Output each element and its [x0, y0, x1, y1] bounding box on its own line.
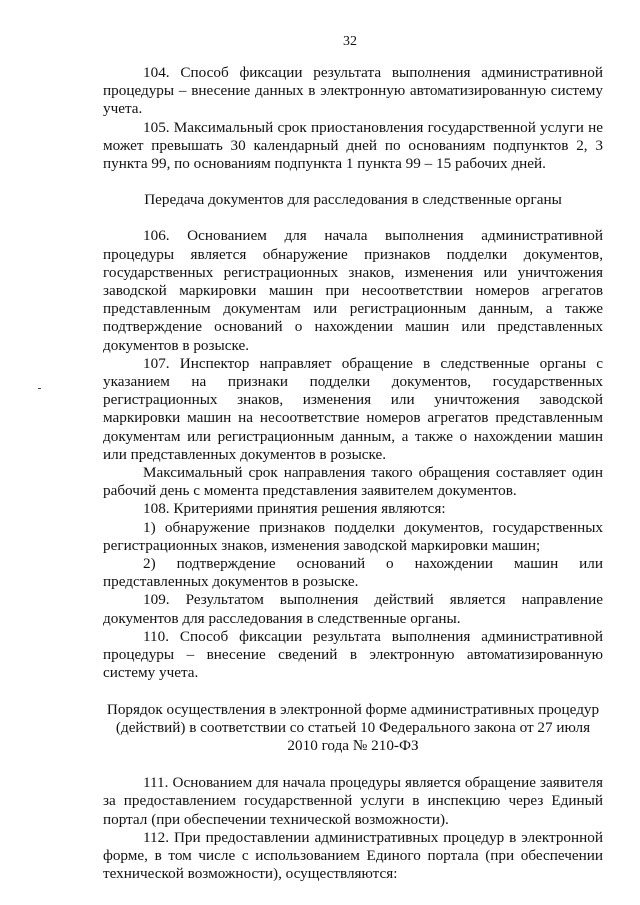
section-heading-electronic: Порядок осуществления в электронной форме административных процедур (действий) в соответствии со статьей 10 Федерального закона от 27 июля 2010 года № 210-ФЗ [106, 700, 600, 754]
section-heading-investigation: Передача документов для расследования в следственные органы [144, 191, 562, 209]
paragraph-111: 111. Основанием для начала процедуры является обращение заявителя за предоставлением государственной услуги в инспекцию через Единый портал (при обеспечении технической возможности). [103, 774, 603, 828]
paragraph-max-term: Максимальный срок направления такого обращения составляет один рабочий день с момента представления заявителем документов. [103, 464, 603, 500]
paragraph-104: 104. Способ фиксации результата выполнения административной процедуры – внесение данных в электронную автоматизированную систему учета. [103, 64, 603, 118]
paragraph-108: 108. Критериями принятия решения являются: [143, 500, 446, 518]
criterion-1: 1) обнаружение признаков подделки документов, государственных регистрационных знаков, изменения заводской маркировки машин; [103, 518, 603, 554]
paragraph-109: 109. Результатом выполнения действий является направление документов для расследования в следственные органы. [103, 591, 603, 627]
page-number: 32 [343, 34, 357, 49]
paragraph-106: 106. Основанием для начала выполнения административной процедуры является обнаружение признаков подделки документов, государственных регистрационных знаков, изменения или уничтожения заводской маркировки машин при несоответствии номеров агрегатов представленным документам или регистрационным данным, а также подтверждение оснований о нахождении машин или представленных документов в розыске. [103, 227, 603, 354]
paragraph-110: 110. Способ фиксации результата выполнения административной процедуры – внесение сведений в электронную автоматизированную систему учета. [103, 627, 603, 682]
paragraph-105: 105. Максимальный срок приостановления государственной услуги не может превышать 30 календарный дней по основаниям подпунктов 2, 3 пункта 99, по основаниям подпункта 1 пункта 99 – 15 рабочих дней. [103, 118, 603, 173]
margin-mark [38, 388, 41, 389]
paragraph-107: 107. Инспектор направляет обращение в следственные органы с указанием на признаки подделки документов, государственных регистрационных знаков, изменения или уничтожения заводской маркировки машин на несоответствие номеров агрегатов представленным документам или регистрационным данным, а также о нахождении машин или представленных документов в розыске. [103, 354, 603, 463]
paragraph-112: 112. При предоставлении административных процедур в электронной форме, в том числе с использованием Единого портала (при обеспечении технической возможности), осуществляются: [103, 828, 603, 883]
document-body [103, 64, 603, 883]
criterion-2: 2) подтверждение оснований о нахождении машин или представленных документов в розыске. [103, 555, 603, 591]
